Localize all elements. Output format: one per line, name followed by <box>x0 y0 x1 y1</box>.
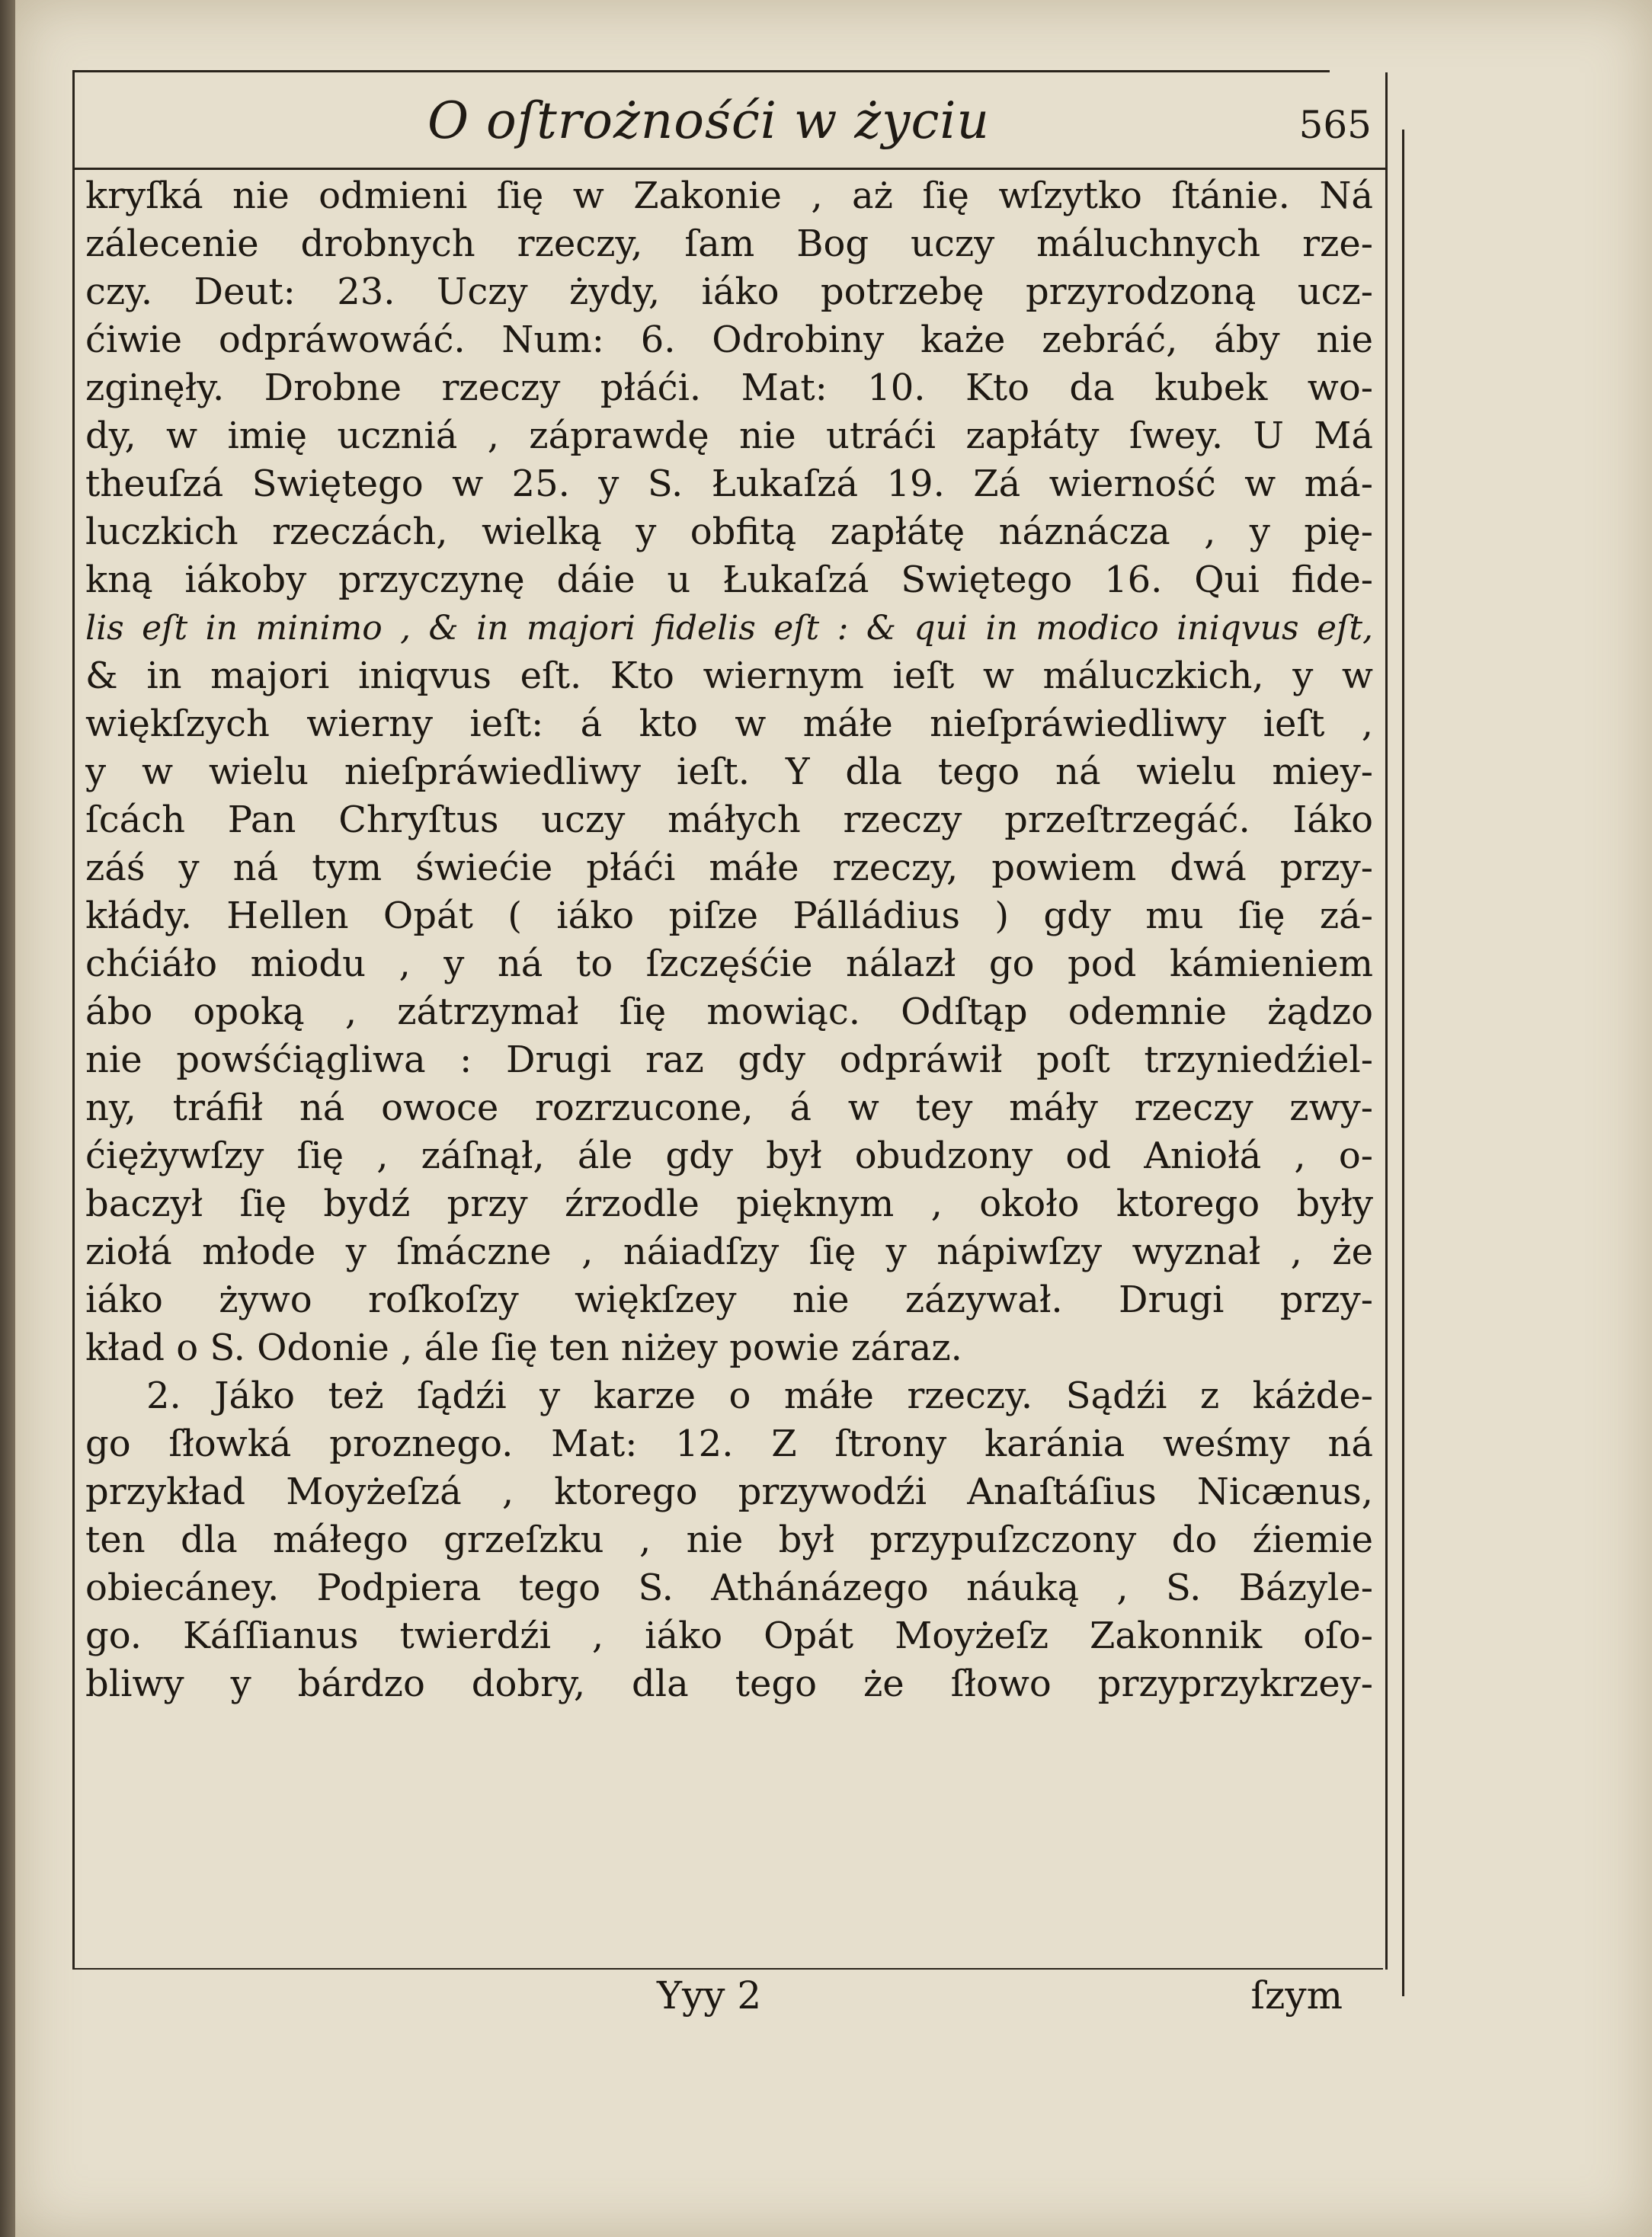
text-line: ziołá młode y ſmáczne , náiadſzy ſię y nápiwſzy wyznał , że <box>85 1231 1373 1273</box>
latin-quote-line: lis eſt in minimo , & in majori fidelis eſt : & qui in modico iniqvus eſt, <box>85 609 1373 648</box>
page-footer <box>85 1973 1373 2034</box>
header-rule <box>72 168 1385 170</box>
text-line: kład o S. Odonie , ále ſię ten niżey powie záraz. <box>85 1327 962 1369</box>
book-spine <box>0 0 15 2237</box>
text-line: go. Káſſianus twierdźi , iáko Opát Moyżeſz Zakonnik oſo- <box>85 1615 1373 1657</box>
text-line: kłády. Hellen Opát ( iáko piſze Pálládius ) gdy mu ſię zá- <box>85 894 1373 937</box>
text-line: dy, w imię uczniá , záprawdę nie utráći zapłáty ſwey. U Má <box>85 414 1373 457</box>
text-line: baczył ſię bydź przy źrzodle pięknym , około ktorego były <box>85 1183 1373 1225</box>
text-line: przykład Moyżeſzá , ktorego przywodźi Anaſtáſius Nicænus, <box>85 1471 1373 1513</box>
text-line: nie powśćiągliwa : Drugi raz gdy odpráwił poſt trzyniedźiel- <box>85 1038 1373 1081</box>
text-line: kryſká nie odmieni ſię w Zakonie , aż ſię wſzytko ſtánie. Ná <box>85 174 1373 217</box>
text-line: luczkich rzeczách, wielką y obfitą zapłátę náznácza , y pię- <box>85 510 1373 553</box>
text-line: ny, tráfił ná owoce rozrzucone, á w tey máły rzeczy zwy- <box>85 1086 1373 1129</box>
frame-bottom-rule <box>72 1968 1383 1970</box>
text-line: czy. Deut: 23. Uczy żydy, iáko potrzebę przyrodzoną ucz- <box>85 270 1373 313</box>
text-line: ćiwie odpráwowáć. Num: 6. Odrobiny każe zebráć, áby nie <box>85 318 1373 361</box>
text-line: ábo opoką , zátrzymał ſię mowiąc. Odſtąp odemnie żądzo <box>85 990 1373 1033</box>
text-line: zálecenie drobnych rzeczy, ſam Bog uczy máluchnych rze- <box>85 222 1373 265</box>
text-line: zginęły. Drobne rzeczy płáći. Mat: 10. Kto da kubek wo- <box>85 366 1373 409</box>
frame-top-rule <box>72 70 1330 72</box>
text-line: go ſłowká proznego. Mat: 12. Z ſtrony karánia weśmy ná <box>85 1423 1373 1465</box>
text-line: ſcách Pan Chryſtus uczy máłych rzeczy przeſtrzegáć. Iáko <box>85 798 1373 841</box>
text-line: theuſzá Swiętego w 25. y S. Łukaſzá 19. Zá wierność w má- <box>85 462 1373 505</box>
text-line: kną iákoby przyczynę dáie u Łukaſzá Swiętego 16. Qui fide- <box>85 558 1373 601</box>
page-number: 565 <box>1298 103 1372 147</box>
outer-margin-rule <box>1402 130 1404 1996</box>
text-line: obiecáney. Podpiera tego S. Athánázego náuką , S. Bázyle- <box>85 1567 1373 1609</box>
text-line: y w wielu nieſpráwiedliwy ieſt. Y dla tego ná wielu miey- <box>85 750 1373 793</box>
signature-mark: Yyy 2 <box>657 1973 762 2018</box>
running-head: O oſtrożnośći w życiu <box>427 91 991 150</box>
text-line: więkſzych wierny ieſt: á kto w máłe nieſpráwiedliwy ieſt , <box>85 702 1373 745</box>
paragraph-start-line: 2. Jáko też ſądźi y karze o máłe rzeczy. Sądźi z káżde- <box>146 1375 1373 1417</box>
text-line: chćiáło miodu , y ná to ſzczęśćie nálazł go pod kámieniem <box>85 942 1373 985</box>
text-line: iáko żywo roſkoſzy więkſzey nie zázywał. Drugi przy- <box>85 1279 1373 1321</box>
text-line: ćiężywſzy ſię , záſnął, ále gdy był obudzony od Aniołá , o- <box>85 1135 1373 1177</box>
text-line: bliwy y bárdzo dobry, dla tego że ſłowo przyprzykrzey- <box>85 1663 1373 1705</box>
text-line: ten dla máłego grzeſzku , nie był przypuſzczony do źiemie <box>85 1519 1373 1561</box>
catchword: ſzym <box>1250 1973 1343 2018</box>
text-line: & in majori iniqvus eſt. Kto wiernym ieſt w máluczkich, y w <box>85 654 1373 697</box>
text-line: záś y ná tym świećie płáći máłe rzeczy, powiem dwá przy- <box>85 846 1373 889</box>
body-text <box>85 172 1373 1708</box>
